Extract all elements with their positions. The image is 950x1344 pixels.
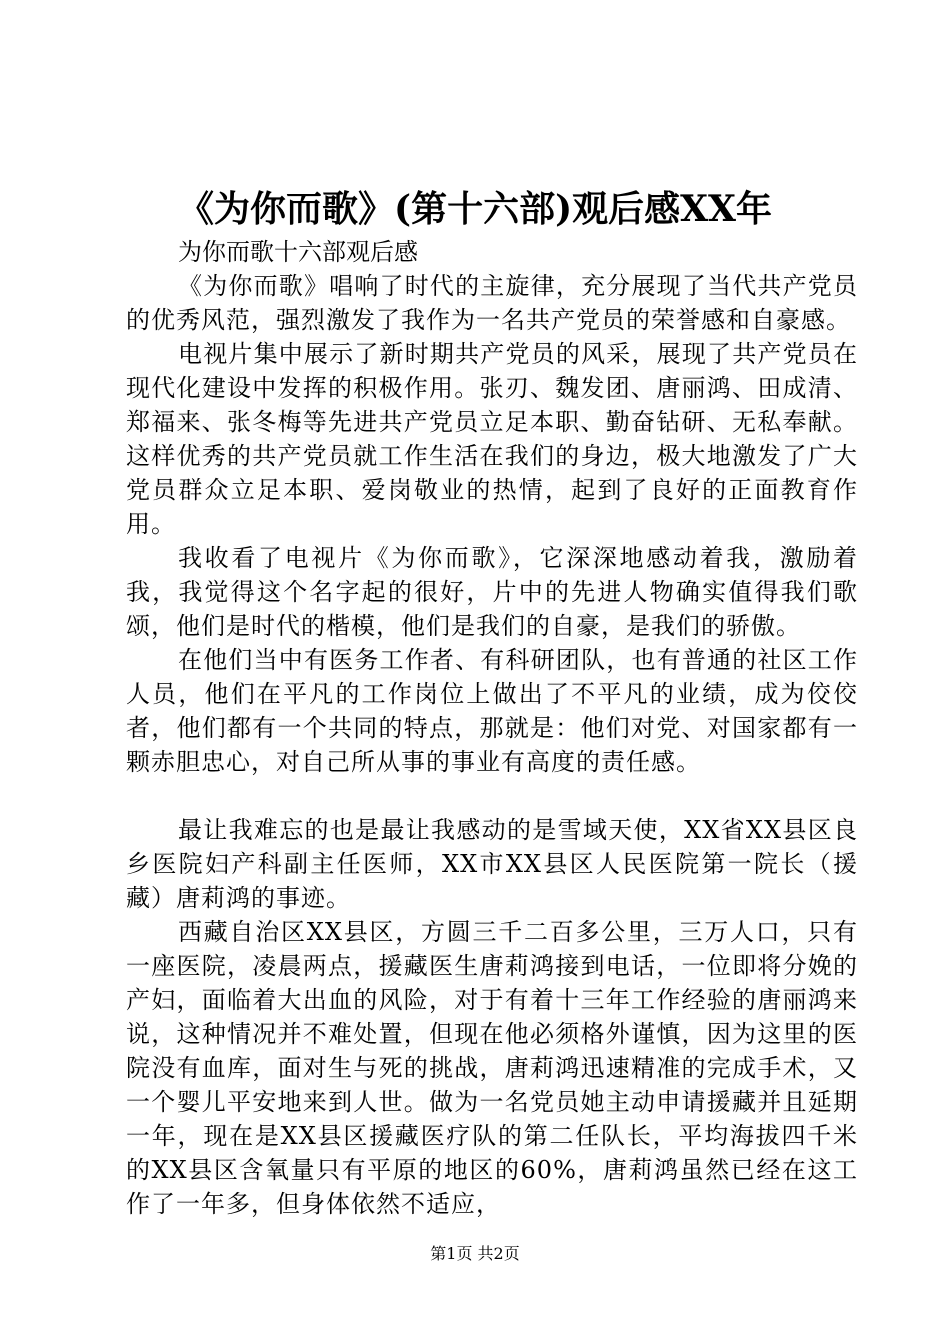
paragraph: 在他们当中有医务工作者、有科研团队，也有普通的社区工作人员，他们在平凡的工作岗位上做出了不平凡的业绩，成为佼佼者，他们都有一个共同的特点，那就是：他们对党、对国家都有一颗赤胆忠心，对自己所从事的事业有高度的责任感。 xyxy=(126,646,858,776)
page-footer: 第1页 共2页 xyxy=(430,1244,520,1263)
paragraph: 电视片集中展示了新时期共产党员的风采，展现了共产党员在现代化建设中发挥的积极作用。张刃、魏发团、唐丽鸿、田成清、郑福来、张冬梅等先进共产党员立足本职、勤奋钻研、无私奉献。这样优秀的共产党员就工作生活在我们的身边，极大地激发了广大党员群众立足本职、爱岗敬业的热情，起到了良好的正面教育作用。 xyxy=(126,340,858,538)
document-title: 《为你而歌》(第十六部)观后感XX年 xyxy=(178,188,772,230)
paragraph: 最让我难忘的也是最让我感动的是雪域天使，XX省XX县区良乡医院妇产科副主任医师，XX市XX县区人民医院第一院长（援藏）唐莉鸿的事迹。 xyxy=(126,816,858,912)
paragraph: 我收看了电视片《为你而歌》，它深深地感动着我，激励着我，我觉得这个名字起的很好，片中的先进人物确实值得我们歌颂，他们是时代的楷模，他们是我们的自豪，是我们的骄傲。 xyxy=(126,544,858,640)
paragraph: 《为你而歌》唱响了时代的主旋律，充分展现了当代共产党员的优秀风范，强烈激发了我作为一名共产党员的荣誉感和自豪感。 xyxy=(126,272,858,334)
document-subtitle: 为你而歌十六部观后感 xyxy=(178,238,418,266)
paragraph: 西藏自治区XX县区，方圆三千二百多公里，三万人口，只有一座医院，凌晨两点，援藏医生唐莉鸿接到电话，一位即将分娩的产妇，面临着大出血的风险，对于有着十三年工作经验的唐丽鸿来说，这种情况并不难处置，但现在他必须格外谨慎，因为这里的医院没有血库，面对生与死的挑战，唐莉鸿迅速精准的完成手术，又一个婴儿平安地来到人世。做为一名党员她主动申请援藏并且延期一年，现在是XX县区援藏医疗队的第二任队长，平均海拔四千米的XX县区含氧量只有平原的地区的60%，唐莉鸿虽然已经在这工作了一年多，但身体依然不适应， xyxy=(126,918,858,1218)
document-body xyxy=(126,235,858,1221)
